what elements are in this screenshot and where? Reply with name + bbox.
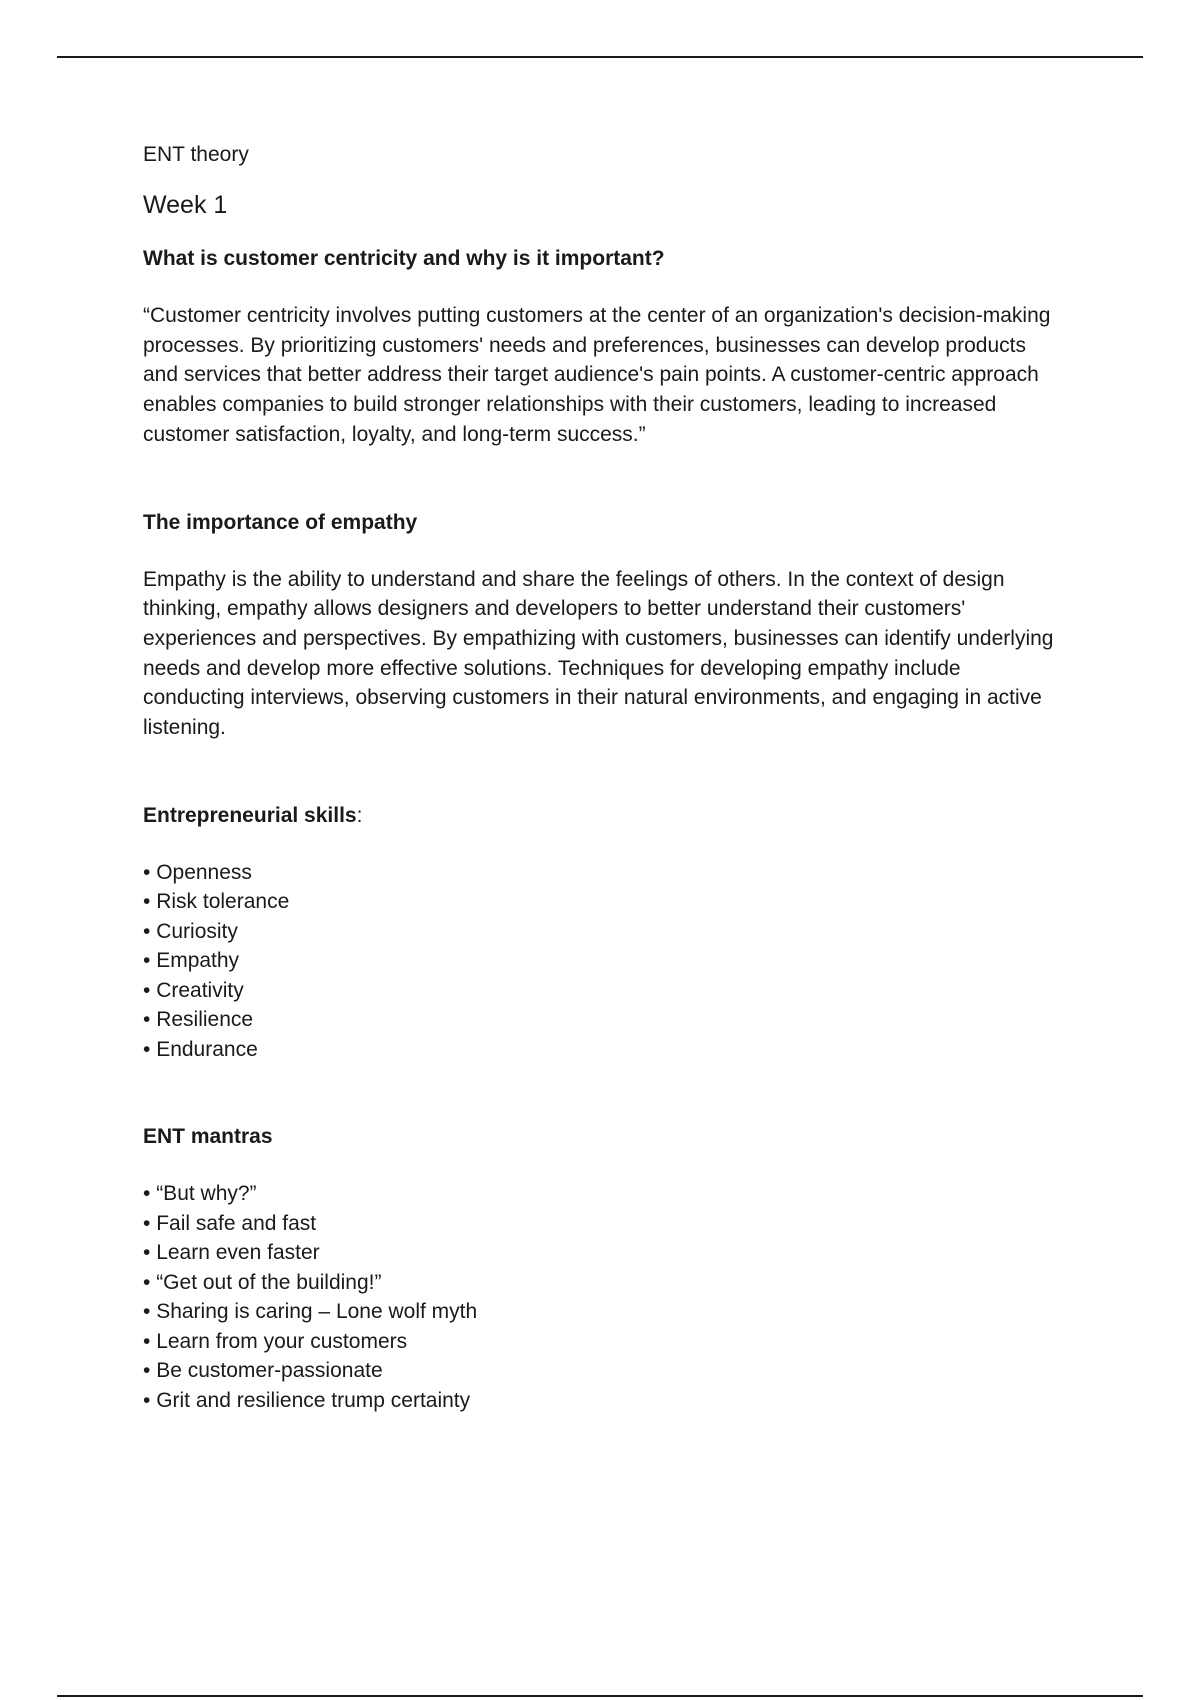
customer-centricity-heading: What is customer centricity and why is it important? (143, 247, 665, 270)
list-item: • Empathy (143, 946, 1063, 976)
mantras-list (143, 1179, 1063, 1415)
list-item: • Be customer-passionate (143, 1356, 1063, 1386)
list-item: • Sharing is caring – Lone wolf myth (143, 1297, 1063, 1327)
list-item: • “Get out of the building!” (143, 1268, 1063, 1298)
list-item: • Learn even faster (143, 1238, 1063, 1268)
top-rule (57, 56, 1143, 58)
skills-heading-text: Entrepreneurial skills (143, 803, 357, 827)
list-item: • Grit and resilience trump certainty (143, 1386, 1063, 1416)
empathy-paragraph: Empathy is the ability to understand and share the feelings of others. In the context of design thinking, empathy allows designers and developers to better understand their customers' experiences and perspectives. By empathizing with customers, businesses can identify underlying needs and develop more effective solutions. Techniques for developing empathy include conducting interviews, observing customers in their natural environments, and engaging in active listening. (143, 567, 1054, 740)
document-body (143, 140, 1063, 1473)
list-item: • Curiosity (143, 917, 1063, 947)
customer-centricity-paragraph: “Customer centricity involves putting customers at the center of an organization's decision-making processes. By prioritizing customers' needs and preferences, businesses can develop products and services that better address their target audience's pain points. A customer-centric approach enables companies to build stronger relationships with their customers, leading to increased customer satisfaction, loyalty, and long-term success.” (143, 304, 1051, 446)
skills-heading (143, 801, 1063, 831)
list-item: • Openness (143, 858, 1063, 888)
document-label: ENT theory (143, 143, 249, 166)
bottom-rule (57, 1695, 1143, 1697)
list-item: • Risk tolerance (143, 887, 1063, 917)
skills-list (143, 858, 1063, 1065)
skills-heading-colon: : (356, 803, 363, 827)
list-item: • Resilience (143, 1005, 1063, 1035)
empathy-heading: The importance of empathy (143, 510, 418, 534)
list-item: • Learn from your customers (143, 1327, 1063, 1357)
list-item: • Endurance (143, 1035, 1063, 1065)
list-item: • “But why?” (143, 1179, 1063, 1209)
list-item: • Fail safe and fast (143, 1209, 1063, 1239)
mantras-heading: ENT mantras (143, 1125, 273, 1149)
list-item: • Creativity (143, 976, 1063, 1006)
week-title: Week 1 (143, 191, 228, 219)
